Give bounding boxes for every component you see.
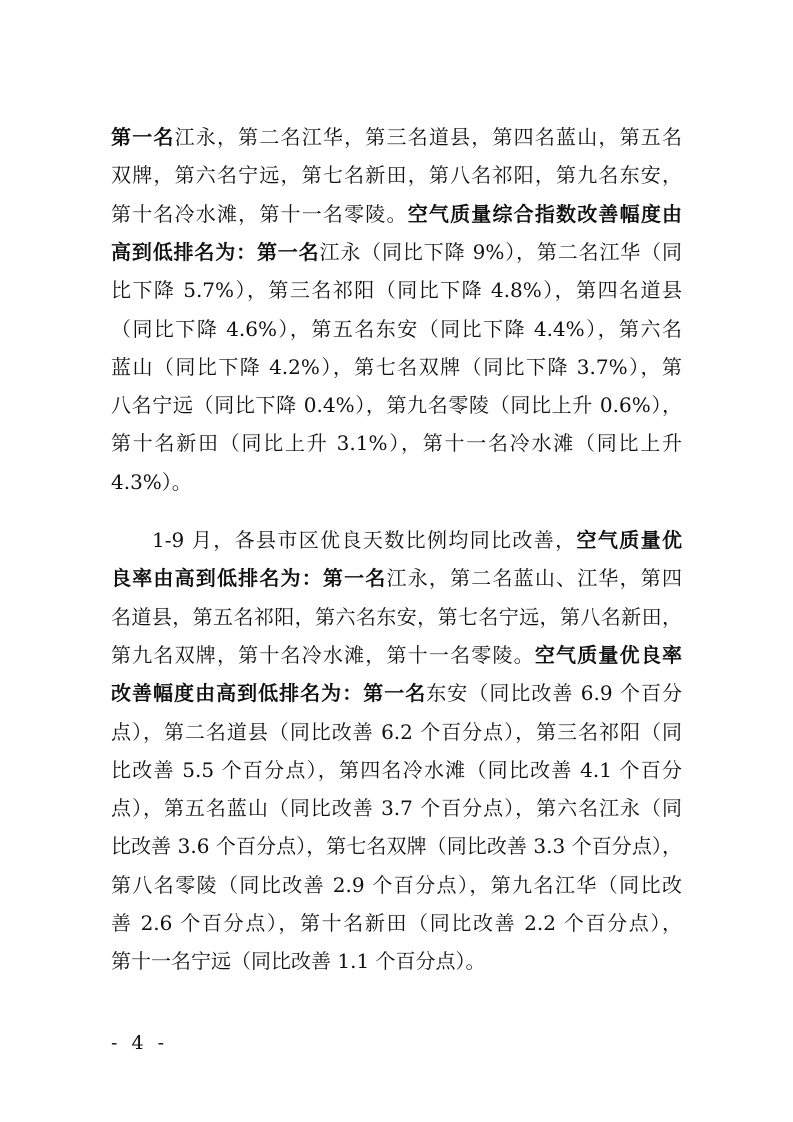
bold-text-segment: 良率由高到低排名为：第一名 — [111, 566, 387, 591]
bold-text-segment: 第一名 — [111, 125, 175, 149]
text-segment: 江永，第二名江华，第三名道县，第四名蓝山，第五名 — [174, 125, 683, 149]
text-segment: 双牌，第六名宁远，第七名新田，第八名祁阳，第九名东安， — [111, 163, 682, 188]
text-segment: 第九名双牌，第十名冷水滩，第十一名零陵。 — [111, 642, 535, 667]
text-segment: 比下降 5.7%），第三名祁阳（同比下降 4.8%），第四名道县 — [111, 278, 682, 303]
text-segment: 4.3%）。 — [111, 469, 192, 494]
text-line — [111, 424, 682, 462]
text-line — [111, 386, 682, 424]
text-line — [111, 904, 682, 942]
text-segment: 名道县，第五名祁阳，第六名东安，第七名宁远，第八名新田， — [111, 604, 682, 629]
text-line — [111, 195, 682, 233]
text-line — [111, 827, 682, 865]
text-line — [111, 751, 682, 789]
bold-text-segment: 空气质量综合指数改善幅度由 — [407, 201, 683, 226]
bold-text-segment: 高到低排名为：第一名 — [111, 239, 320, 264]
text-line — [111, 559, 682, 597]
text-segment: 点），第五名蓝山（同比改善 3.7 个百分点），第六名江永（同 — [111, 796, 682, 821]
text-line — [111, 789, 682, 827]
text-line — [111, 866, 682, 904]
text-line — [111, 636, 682, 674]
text-segment: 点），第二名道县（同比改善 6.2 个百分点），第三名祁阳（同 — [111, 719, 682, 744]
text-line — [111, 156, 682, 194]
text-line — [111, 713, 682, 751]
text-line — [111, 598, 682, 636]
bold-text-segment: 改善幅度由高到低排名为：第一名 — [111, 681, 427, 706]
bold-text-segment: 空气质量优良率 — [534, 642, 683, 667]
text-line — [111, 674, 682, 712]
text-line — [111, 942, 682, 980]
text-segment: 东安（同比改善 6.9 个百分 — [426, 681, 683, 706]
text-segment: 比改善 3.6 个百分点），第七名双牌（同比改善 3.3 个百分点）， — [111, 834, 682, 859]
bold-text-segment: 空气质量优 — [576, 528, 682, 552]
text-line — [152, 521, 682, 559]
text-line — [111, 310, 682, 348]
text-segment: 1-9 月，各县市区优良天数比例均同比改善， — [152, 528, 577, 552]
text-segment: 八名宁远（同比下降 0.4%），第九名零陵（同比上升 0.6%）， — [111, 393, 682, 418]
text-segment: 江永（同比下降 9%），第二名江华（同 — [319, 239, 682, 264]
text-segment: 第十名冷水滩，第十一名零陵。 — [111, 201, 408, 226]
text-line — [111, 271, 682, 309]
text-line — [111, 233, 682, 271]
text-segment: （同比下降 4.6%），第五名东安（同比下降 4.4%），第六名 — [111, 316, 682, 341]
text-line — [111, 118, 682, 156]
text-line — [111, 463, 682, 501]
text-line — [111, 348, 682, 386]
text-segment: 第八名零陵（同比改善 2.9 个百分点），第九名江华（同比改 — [111, 872, 682, 897]
text-segment: 第十名新田（同比上升 3.1%），第十一名冷水滩（同比上升 — [111, 431, 682, 456]
page-number: - 4 - — [111, 1032, 169, 1054]
text-segment: 第十一名宁远（同比改善 1.1 个百分点）。 — [111, 949, 486, 974]
text-segment: 江永，第二名蓝山、江华，第四 — [386, 566, 682, 591]
text-segment: 善 2.6 个百分点），第十名新田（同比改善 2.2 个百分点）， — [111, 911, 682, 935]
text-segment: 比改善 5.5 个百分点），第四名冷水滩（同比改善 4.1 个百分 — [111, 757, 682, 782]
text-segment: 蓝山（同比下降 4.2%），第七名双牌（同比下降 3.7%），第 — [111, 354, 682, 379]
